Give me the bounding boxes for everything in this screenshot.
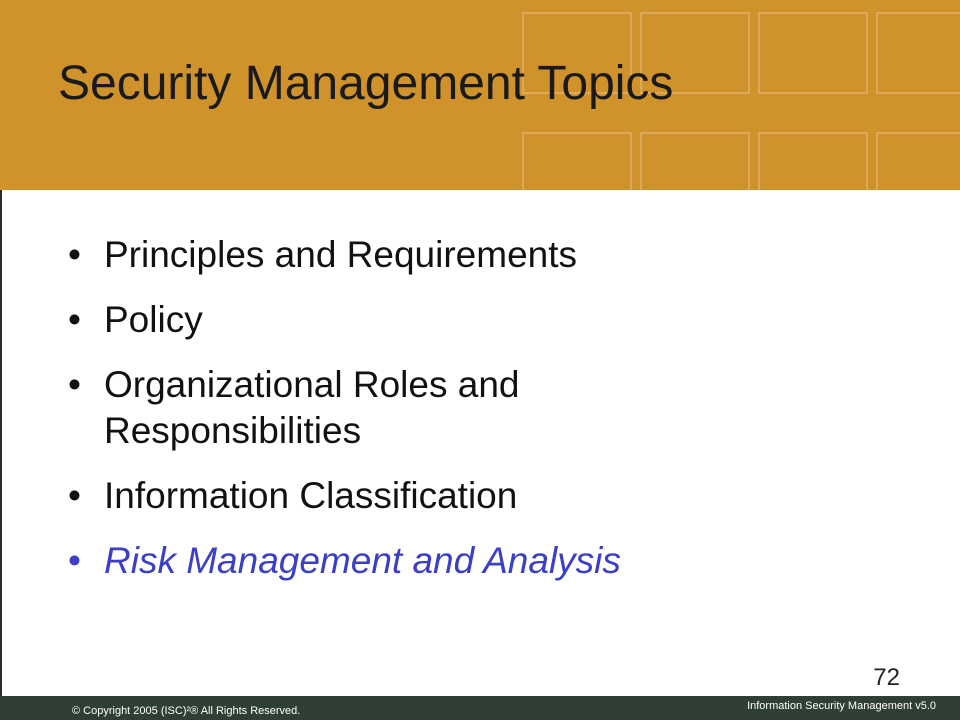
bullet-text: Principles and Requirements [104,234,578,275]
bullet-text: Risk Management and Analysis [104,540,621,581]
slide-title: Security Management Topics [58,57,674,110]
bullet-icon: • [68,299,81,340]
bullet-item [68,232,928,278]
bullet-item [68,362,928,454]
bullet-icon: • [68,475,81,516]
bullet-icon: • [68,234,81,275]
footer-bar [0,696,960,720]
left-border-line [0,190,2,696]
footer-copyright: © Copyright 2005 (ISC)²® All Rights Reserved. [72,705,301,717]
bullet-text: Policy [104,299,203,340]
page-number: 72 [873,664,900,691]
decorative-grid-square [876,12,960,94]
bullet-item [68,473,928,519]
decorative-grid-square [758,12,868,94]
decorative-grid-square [758,132,868,190]
bullet-text: Information Classification [104,475,518,516]
bullet-icon: • [68,364,81,405]
bullet-item-highlighted [68,538,928,584]
decorative-grid-square [522,132,632,190]
header-band [0,0,960,190]
decorative-grid-square [876,132,960,190]
bullet-icon: • [68,540,81,581]
bullet-list [68,232,928,603]
decorative-grid-square [640,132,750,190]
bullet-text: Organizational Roles and Responsibilities [104,364,520,451]
bullet-item [68,297,928,343]
footer-course-title: Information Security Management v5.0 [747,700,936,712]
